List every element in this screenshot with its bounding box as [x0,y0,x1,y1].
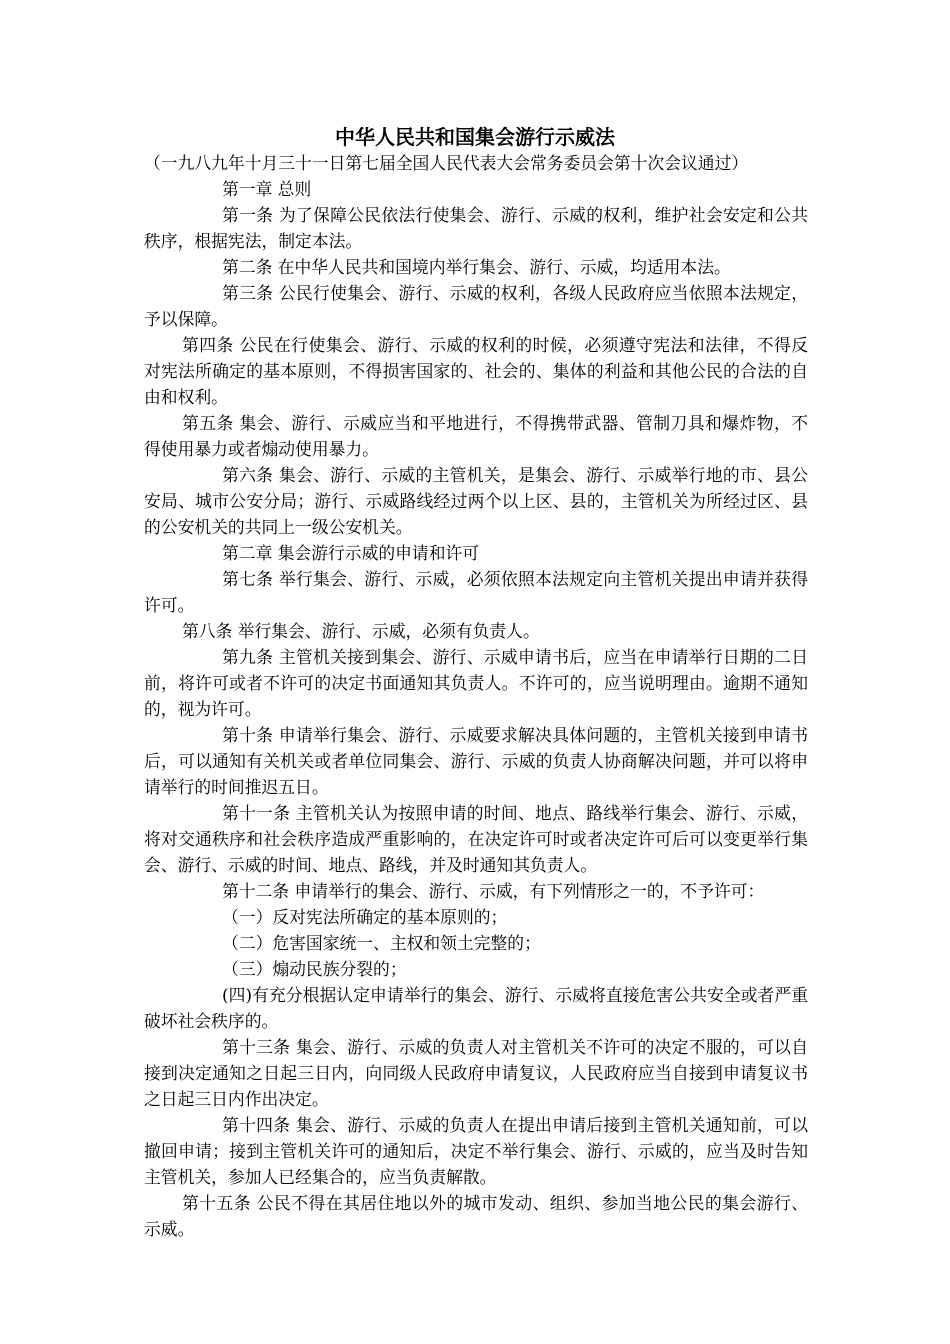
paragraph: 第七条 举行集会、游行、示威，必须依照本法规定向主管机关提出申请并获得许可。 [144,569,808,615]
paragraph: （二）危害国家统一、主权和领土完整的； [222,933,541,953]
paragraph: 第八条 举行集会、游行、示威，必须有负责人。 [182,621,540,641]
paragraph: 第一章 总则 [222,179,312,199]
paragraph: （一九八九年十月三十一日第七届全国人民代表大会常务委员会第十次会议通过） [144,153,749,173]
document-body [144,150,808,1242]
paragraph: 第五条 集会、游行、示威应当和平地进行，不得携带武器、管制刀具和爆炸物，不得使用暴力或者煽动使用暴力。 [144,413,808,459]
paragraph: 第十四条 集会、游行、示威的负责人在提出申请后接到主管机关通知前，可以撤回申请；接到主管机关许可的通知后，决定不举行集会、游行、示威的，应当及时告知主管机关，参加人已经集合的，应当负责解散。 [144,1115,808,1187]
paragraph: 第十五条 公民不得在其居住地以外的城市发动、组织、参加当地公民的集会游行、示威。 [144,1193,808,1239]
paragraph: 第三条 公民行使集会、游行、示威的权利，各级人民政府应当依照本法规定，予以保障。 [144,283,808,329]
paragraph: 第六条 集会、游行、示威的主管机关，是集会、游行、示威举行地的市、县公安局、城市公安分局；游行、示威路线经过两个以上区、县的，主管机关为所经过区、县的公安机关的共同上一级公安机关。 [144,465,808,537]
paragraph: （一）反对宪法所确定的基本原则的； [222,907,508,927]
paragraph: 第一条 为了保障公民依法行使集会、游行、示威的权利，维护社会安定和公共秩序，根据宪法，制定本法。 [144,205,808,251]
paragraph: 第四条 公民在行使集会、游行、示威的权利的时候，必须遵守宪法和法律，不得反对宪法所确定的基本原则，不得损害国家的、社会的、集体的利益和其他公民的合法的自由和权利。 [144,335,808,407]
paragraph: (四)有充分根据认定申请举行的集会、游行、示威将直接危害公共安全或者严重破坏社会秩序的。 [144,985,808,1031]
paragraph: 第十三条 集会、游行、示威的负责人对主管机关不许可的决定不服的，可以自接到决定通知之日起三日内，向同级人民政府申请复议，人民政府应当自接到申请复议书之日起三日内作出决定。 [144,1037,808,1109]
paragraph: 第十一条 主管机关认为按照申请的时间、地点、路线举行集会、游行、示威，将对交通秩序和社会秩序造成严重影响的，在决定许可时或者决定许可后可以变更举行集会、游行、示威的时间、地点、路线，并及时通知其负责人。 [144,803,808,875]
paragraph: 第二章 集会游行示威的申请和许可 [222,543,480,563]
paragraph: （三）煽动民族分裂的； [222,959,407,979]
paragraph: 第十二条 申请举行的集会、游行、示威，有下列情形之一的，不予许可： [222,881,765,901]
paragraph: 第十条 申请举行集会、游行、示威要求解决具体问题的，主管机关接到申请书后，可以通知有关机关或者单位同集会、游行、示威的负责人协商解决问题，并可以将申请举行的时间推迟五日。 [144,725,808,797]
paragraph: 第九条 主管机关接到集会、游行、示威申请书后，应当在申请举行日期的二日前，将许可或者不许可的决定书面通知其负责人。不许可的，应当说明理由。逾期不通知的，视为许可。 [144,647,808,719]
paragraph: 第二条 在中华人民共和国境内举行集会、游行、示威，均适用本法。 [222,257,731,277]
document-title: 中华人民共和国集会游行示威法 [335,125,615,149]
